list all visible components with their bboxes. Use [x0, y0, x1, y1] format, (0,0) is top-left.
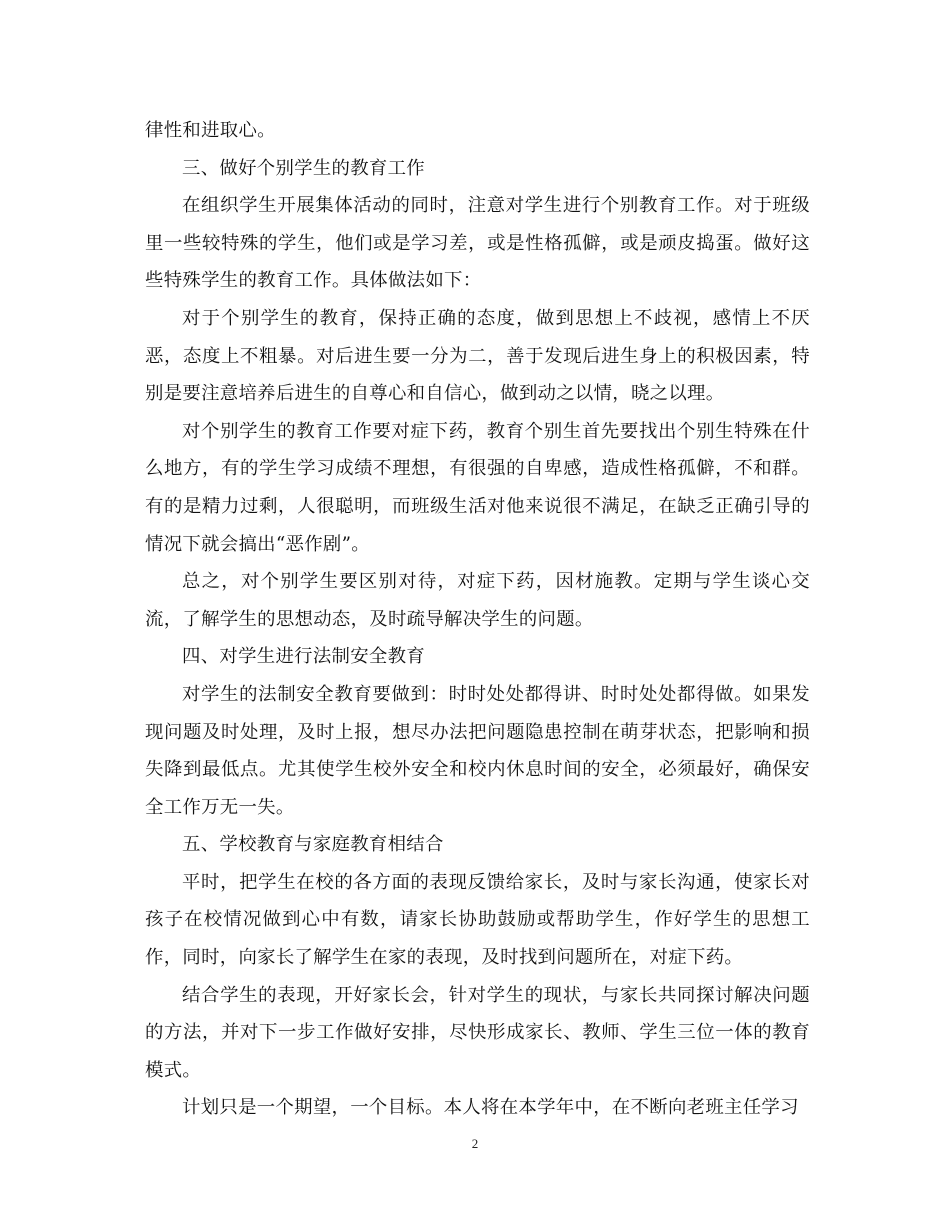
- paragraph: 对学生的法制安全教育要做到：时时处处都得讲、时时处处都得做。如果发现问题及时处理，及时上报，想尽办法把问题隐患控制在萌芽状态，把影响和损失降到最低点。尤其使学生校外安全和校内休息时间的安全，必须最好，确保安全工作万无一失。: [145, 683, 810, 818]
- paragraph: 总之，对个别学生要区别对待，对症下药，因材施教。定期与学生谈心交流，了解学生的思想动态，及时疏导解决学生的问题。: [145, 571, 810, 630]
- section-heading: 五、学校教育与家庭教育相结合: [182, 834, 444, 856]
- paragraph: 结合学生的表现，开好家长会，针对学生的现状，与家长共同探讨解决问题的方法，并对下一步工作做好安排，尽快形成家长、教师、学生三位一体的教育模式。: [145, 984, 810, 1081]
- section-heading: 四、对学生进行法制安全教育: [182, 646, 425, 668]
- paragraph: 律性和进取心。: [145, 120, 276, 141]
- paragraph: 计划只是一个期望，一个目标。本人将在本学年中，在不断向老班主任学习: [182, 1097, 799, 1119]
- paragraph: 平时，把学生在校的各方面的表现反馈给家长，及时与家长沟通，使家长对孩子在校情况做到心中有数，请家长协助鼓励或帮助学生，作好学生的思想工作，同时，向家长了解学生在家的表现，及时找到问题所在，对症下药。: [145, 871, 810, 969]
- paragraph: 对个别学生的教育工作要对症下药，教育个别生首先要找出个别生特殊在什么地方，有的学生学习成绩不理想，有很强的自卑感，造成性格孤僻，不和群。有的是精力过剩，人很聪明，而班级生活对他来说很不满足，在缺乏正确引导的情况下就会搞出“恶作剧”。: [145, 420, 810, 555]
- document-body: [145, 112, 810, 1127]
- paragraph: 在组织学生开展集体活动的同时，注意对学生进行个别教育工作。对于班级里一些较特殊的学生，他们或是学习差，或是性格孤僻，或是顽皮捣蛋。做好这些特殊学生的教育工作。具体做法如下：: [145, 195, 810, 292]
- page-number: 2: [471, 1136, 479, 1151]
- section-heading: 三、做好个别学生的教育工作: [182, 157, 425, 179]
- paragraph: 对于个别学生的教育，保持正确的态度，做到思想上不歧视，感情上不厌恶，态度上不粗暴。对后进生要一分为二，善于发现后进生身上的积极因素，特别是要注意培养后进生的自尊心和自信心，做到动之以情，晓之以理。: [145, 307, 810, 405]
